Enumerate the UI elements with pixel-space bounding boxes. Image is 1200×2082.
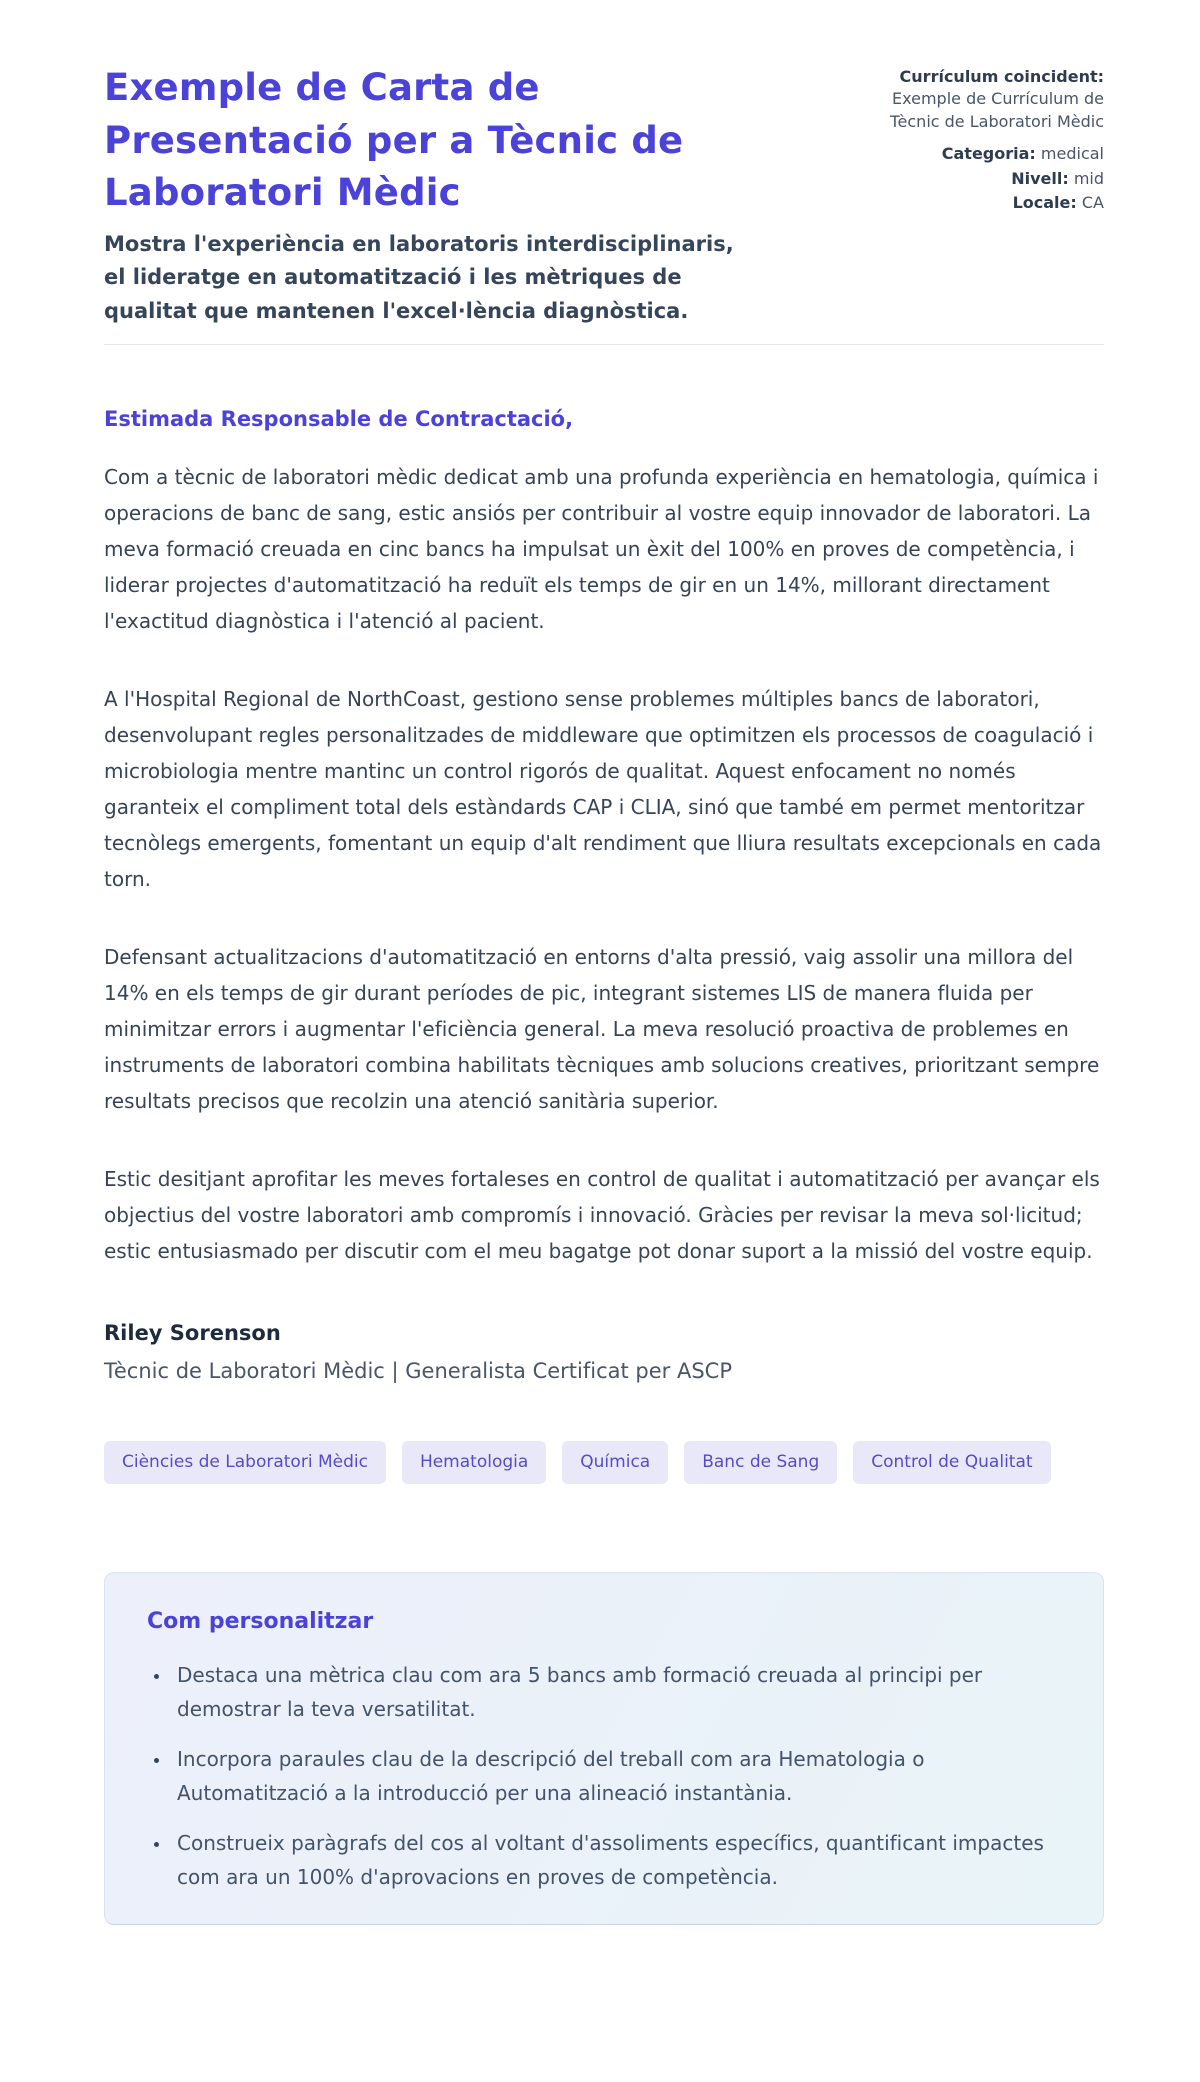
signature-title: Tècnic de Laboratori Mèdic | Generalista Certificat per ASCP — [104, 1359, 733, 1384]
locale-label: Locale: — [1012, 192, 1077, 212]
letter-paragraph-2: A l'Hospital Regional de NorthCoast, gestiono sense problemes múltiples bancs de laboratori, desenvolupant regles personalitzades de middleware que optimitzen els processos de coagulació i microbiologia mentre mantinc un control rigorós de qualitat. Aquest enfocament no només garanteix el compliment total dels estàndards CAP i CLIA, sinó que també em permet mentoritzar tecnòlegs emergents, fomentant un equip d'alt rendiment que lliura resultats excepcionals en cada torn. — [104, 687, 1102, 892]
tag-pill-quality-control[interactable]: Control de Qualitat — [853, 1441, 1050, 1484]
meta-row-level — [852, 168, 1104, 190]
letter-body — [104, 407, 1104, 1383]
tag-list — [104, 1441, 1104, 1484]
header-divider — [104, 344, 1104, 345]
meta-row-category — [852, 143, 1104, 165]
letter-greeting: Estimada Responsable de Contractació, — [104, 407, 574, 432]
tag-pill-hematology[interactable]: Hematologia — [402, 1441, 546, 1484]
page-title: Exemple de Carta de Presentació per a Tècnic de Laboratori Mèdic — [104, 66, 684, 215]
tips-heading: Com personalitzar — [147, 1609, 374, 1635]
meta-row-locale — [852, 192, 1104, 214]
letter-paragraph-4: Estic desitjant aprofitar les meves fortaleses en control de qualitat i automatització per avançar els objectius del vostre laboratori amb compromís i innovació. Gràcies per revisar la meva sol·licitud; estic entusiasmado per discutir com el meu bagatge pot donar suport a la missió del vostre equip. — [104, 1167, 1100, 1264]
tag-pill-chemistry[interactable]: Química — [562, 1441, 668, 1484]
tag-pill-medical-lab-science[interactable]: Ciències de Laboratori Mèdic — [104, 1441, 386, 1484]
matching-resume-label: Currículum coincident: — [899, 67, 1104, 86]
category-value: medical — [1040, 144, 1104, 164]
customization-tips-box — [104, 1572, 1104, 1925]
category-label: Categoria: — [941, 144, 1036, 164]
page-subtitle: Mostra l'experiència en laboratoris interdisciplinaris, el lideratge en automatització i les mètriques de qualitat que mantenen l'excel·lència diagnòstica. — [104, 231, 734, 323]
title-block — [104, 62, 744, 328]
signature-name: Riley Sorenson — [104, 1321, 281, 1346]
meta-panel — [852, 62, 1104, 328]
tip-item-2: • Incorpora paraules clau de la descripció del treball com ara Hematologia o Automatització a la introducció per una alineació instantània. — [171, 1742, 1061, 1810]
tips-list — [147, 1658, 1061, 1894]
level-label: Nivell: — [1011, 168, 1069, 188]
locale-value: CA — [1081, 192, 1104, 212]
page-header — [104, 62, 1104, 328]
matching-resume-link[interactable]: Exemple de Currículum de Tècnic de Laboratori Mèdic — [890, 89, 1104, 131]
letter-paragraph-1: Com a tècnic de laboratori mèdic dedicat amb una profunda experiència en hematologia, química i operacions de banc de sang, estic ansiós per contribuir al vostre equip innovador de laboratori. La meva formació creuada en cinc bancs ha impulsat un èxit del 100% en proves de competència, i liderar projectes d'automatització ha reduït els temps de gir en un 14%, millorant directament l'exactitud diagnòstica i l'atenció al pacient. — [104, 465, 1099, 634]
letter-paragraph-3: Defensant actualitzacions d'automatització en entorns d'alta pressió, vaig assolir una millora del 14% en els temps de gir durant períodes de pic, integrant sistemes LIS de manera fluida per minimitzar errors i augmentar l'eficiència general. La meva resolució proactiva de problemes en instruments de laboratori combina habilitats tècniques amb solucions creatives, prioritzant sempre resultats precisos que recolzin una atenció sanitària superior. — [104, 945, 1100, 1114]
tip-item-1: • Destaca una mètrica clau com ara 5 bancs amb formació creuada al principi per demostrar la teva versatilitat. — [171, 1658, 1061, 1726]
level-value: mid — [1073, 168, 1104, 188]
tip-item-3: • Construeix paràgrafs del cos al voltant d'assoliments específics, quantificant impactes com ara un 100% d'aprovacions en proves de competència. — [171, 1826, 1061, 1894]
tag-pill-blood-bank[interactable]: Banc de Sang — [684, 1441, 837, 1484]
